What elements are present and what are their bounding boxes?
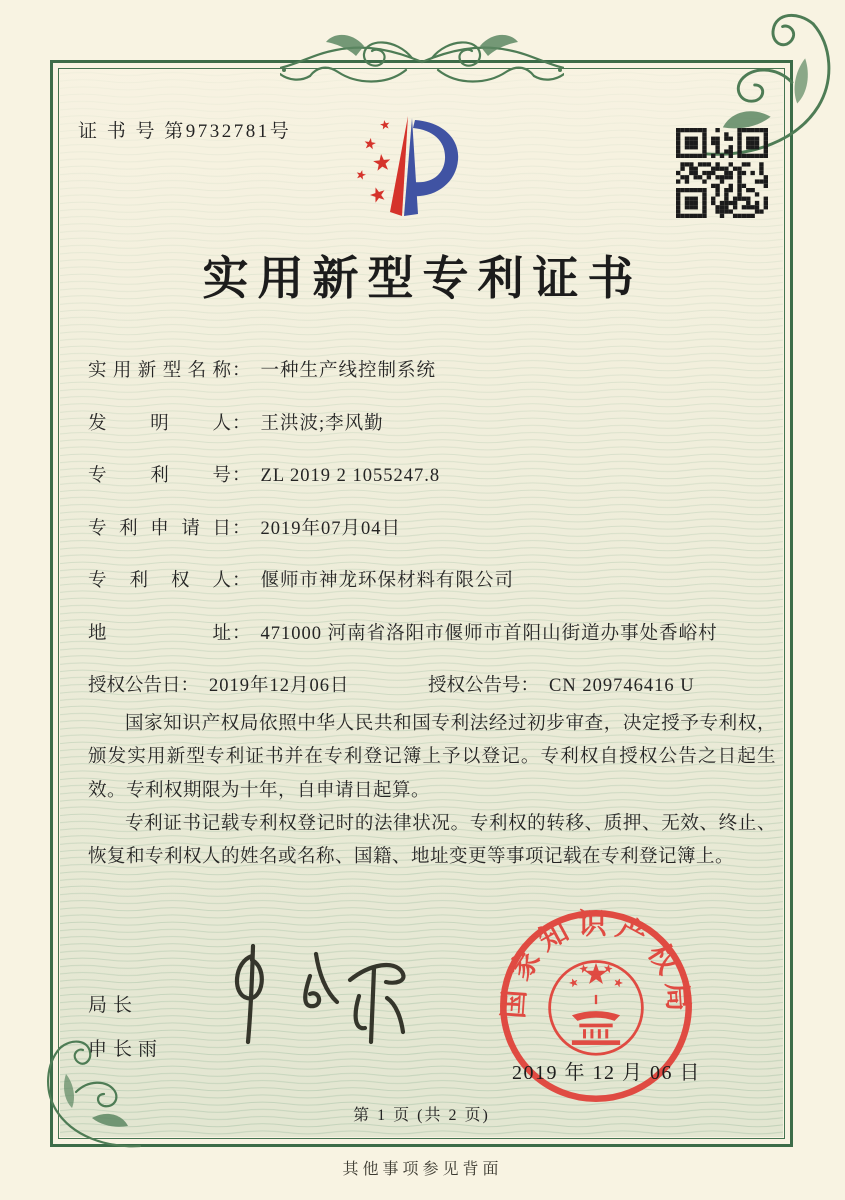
colon: ：: [180, 676, 200, 696]
grant-number-value: CN 209746416 U: [549, 676, 695, 696]
certificate-title: 实用新型专利证书: [202, 253, 643, 304]
star-shape: [355, 169, 366, 180]
paragraph-grant-statement: 国家知识产权局依照中华人民共和国专利法经过初步审查，决定授予专利权，颁发实用新型专利证书并在专利登记簿上予以登记。专利权自授权公告之日起生效。专利权期限为十年，自申请日起算。: [88, 714, 776, 801]
field-row-inventor: [88, 409, 787, 462]
field-row-patent-no: [88, 461, 787, 514]
star-shape: [569, 978, 579, 988]
field-row-patentee: [88, 566, 787, 619]
paragraph-register-statement: 专利证书记载专利权登记时的法律状况。专利权的转移、质押、无效、终止、恢复和专利权人的姓名或名称、国籍、地址变更等事项记载在专利登记簿上。: [88, 813, 776, 868]
colon: ：: [232, 623, 251, 644]
seal-text: 国家知识产权局: [497, 908, 695, 1020]
qr-code: [676, 128, 768, 218]
field-value: 王洪波;李风勤: [260, 413, 384, 434]
star-shape: [373, 153, 392, 171]
grant-number-label: 授权公告号: [428, 676, 521, 696]
colon: ：: [232, 413, 251, 434]
field-label: 专利号: [88, 466, 232, 486]
field-label: 实用新型名称: [88, 361, 232, 381]
cnipa-logo-icon: [352, 112, 460, 224]
field-value: ZL 2019 2 1055247.8: [260, 466, 441, 486]
field-row-name: [88, 356, 787, 409]
field-label: 发明人: [88, 413, 232, 434]
field-label: 地址: [88, 623, 232, 644]
colon: ：: [232, 571, 251, 591]
field-label: 专利权人: [88, 571, 232, 591]
field-value: 偃师市神龙环保材料有限公司: [260, 571, 515, 591]
grant-date-label: 授权公告日: [88, 676, 181, 696]
director-title: 局长: [88, 995, 139, 1016]
colon: ：: [232, 518, 251, 539]
field-label: 专利申请日: [88, 518, 232, 539]
field-row-address: [88, 619, 787, 672]
back-note: 其他事项参见背面: [342, 1161, 503, 1178]
certificate-number: 证 书 号 第9732781号: [78, 121, 292, 142]
field-value: 一种生产线控制系统: [260, 361, 437, 381]
star-shape: [613, 978, 623, 988]
grant-date-value: 2019年12月06日: [209, 676, 350, 696]
seal-date: 2019 年 12 月 06 日: [512, 1062, 701, 1084]
field-row-filing-date: [88, 514, 787, 567]
field-value: 2019年07月04日: [260, 518, 402, 539]
colon: ：: [232, 466, 251, 486]
director-signature-handwriting-icon: [222, 942, 412, 1050]
star-shape: [379, 119, 390, 130]
colon: ：: [232, 361, 251, 381]
field-value: 471000 河南省洛阳市偃师市首阳山街道办事处香峪村: [260, 623, 718, 644]
colon: ：: [520, 676, 540, 696]
page-indicator: 第 1 页 (共 2 页): [353, 1107, 490, 1124]
field-list: [88, 356, 787, 724]
star-shape: [586, 964, 605, 982]
star-shape: [364, 137, 377, 149]
star-shape: [368, 185, 387, 203]
legal-text: [88, 708, 776, 874]
director-name: 申长雨: [88, 1039, 164, 1060]
